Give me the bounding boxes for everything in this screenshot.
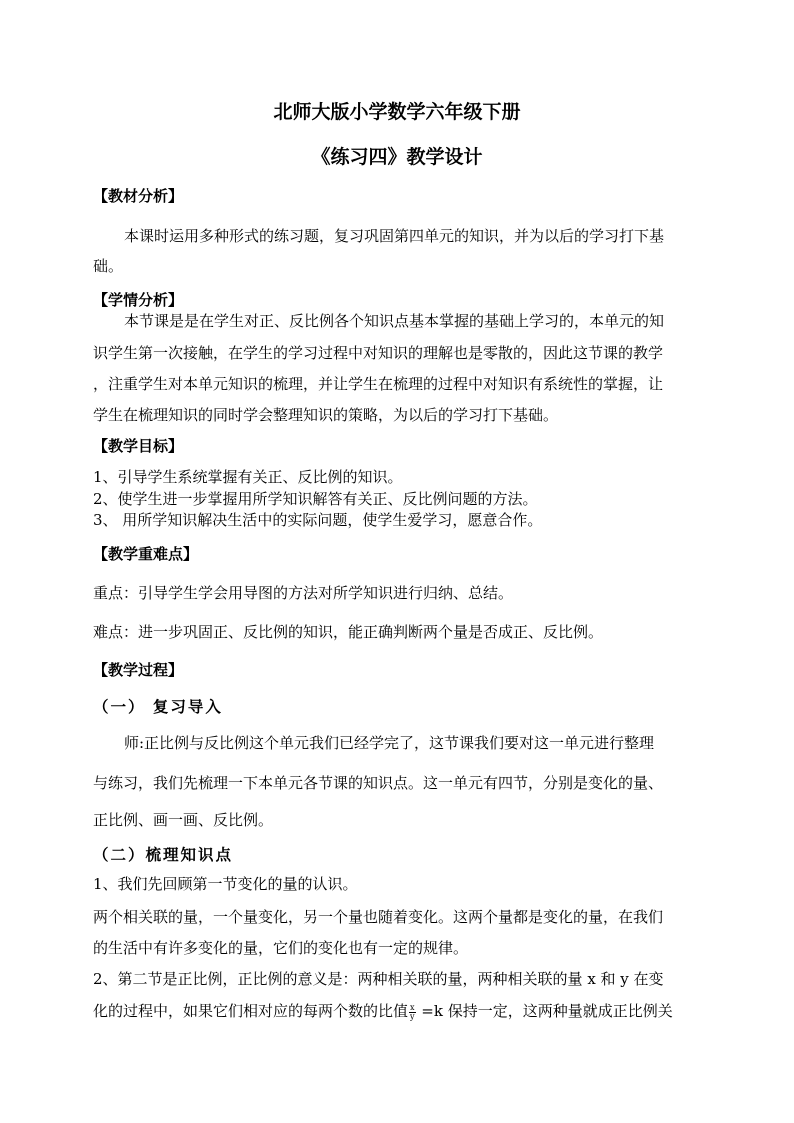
fraction-denominator: y [410, 1011, 415, 1021]
paragraph-line: 两个相关联的量，一个量变化，另一个量也随着变化。这两个量都是变化的量，在我们 [93, 908, 664, 926]
section-heading-goals: 【教学目标】 [93, 437, 184, 455]
paragraph-line: 2、第二节是正比例，正比例的意义是：两种相关联的量，两种相关联的量 x 和 y 在变 [93, 970, 664, 988]
paragraph-line: ，注重学生对本单元知识的梳理，并让学生在梳理的过程中对知识有系统性的掌握，让 [93, 375, 664, 393]
section-heading-learners: 【学情分析】 [93, 291, 184, 309]
subheading-knowledge: （二）梳理知识点 [93, 845, 234, 864]
paragraph-line: 的生活中有许多变化的量，它们的变化也有一定的规律。 [93, 939, 469, 957]
fraction-numerator: x [410, 1002, 415, 1012]
document-title: 北师大版小学数学六年级下册 [273, 101, 521, 123]
paragraph-line: 正比例、画一画、反比例。 [93, 811, 274, 829]
document-subtitle: 《练习四》教学设计 [311, 146, 483, 168]
paragraph-line: 学生在梳理知识的同时学会整理知识的策略，为以后的学习打下基础。 [93, 406, 559, 424]
fraction-text-after: =k 保持一定，这两种量就成正比例关 [416, 1002, 673, 1020]
subheading-review: （一） 复习导入 [93, 697, 223, 716]
section-heading-process: 【教学过程】 [93, 661, 184, 679]
section-heading-material: 【教材分析】 [93, 187, 184, 205]
key-point: 重点：引导学生学会用导图的方法对所学知识进行归纳、总结。 [93, 584, 514, 602]
fraction-x-over-y [409, 1004, 416, 1021]
fraction-text-before: 化的过程中，如果它们相对应的每两个数的比值 [93, 1002, 409, 1020]
paragraph-line: 1、我们先回顾第一节变化的量的认识。 [93, 875, 358, 893]
paragraph-line: 础。 [93, 257, 124, 275]
paragraph-line: 师:正比例与反比例这个单元我们已经学完了，这节课我们要对这一单元进行整理 [124, 734, 655, 752]
goal-item: 2、使学生进一步掌握用所学知识解答有关正、反比例问题的方法。 [93, 490, 538, 508]
paragraph-line-with-fraction [93, 1001, 673, 1021]
difficult-point: 难点：进一步巩固正、反比例的知识，能正确判断两个量是否成正、反比例。 [93, 623, 604, 641]
paragraph-line: 本节课是是在学生对正、反比例各个知识点基本掌握的基础上学习的，本单元的知 [124, 312, 665, 330]
paragraph-line: 识学生第一次接触，在学生的学习过程中对知识的理解也是零散的，因此这节课的教学 [93, 344, 664, 362]
goal-item: 1、引导学生系统掌握有关正、反比例的知识。 [93, 468, 403, 486]
paragraph-line: 与练习，我们先梳理一下本单元各节课的知识点。这一单元有四节，分别是变化的量、 [93, 774, 664, 792]
section-heading-keypoints: 【教学重难点】 [93, 545, 199, 563]
paragraph-line: 本课时运用多种形式的练习题，复习巩固第四单元的知识，并为以后的学习打下基 [124, 227, 665, 245]
goal-item: 3、 用所学知识解决生活中的实际问题，使学生爱学习，愿意合作。 [93, 511, 543, 529]
